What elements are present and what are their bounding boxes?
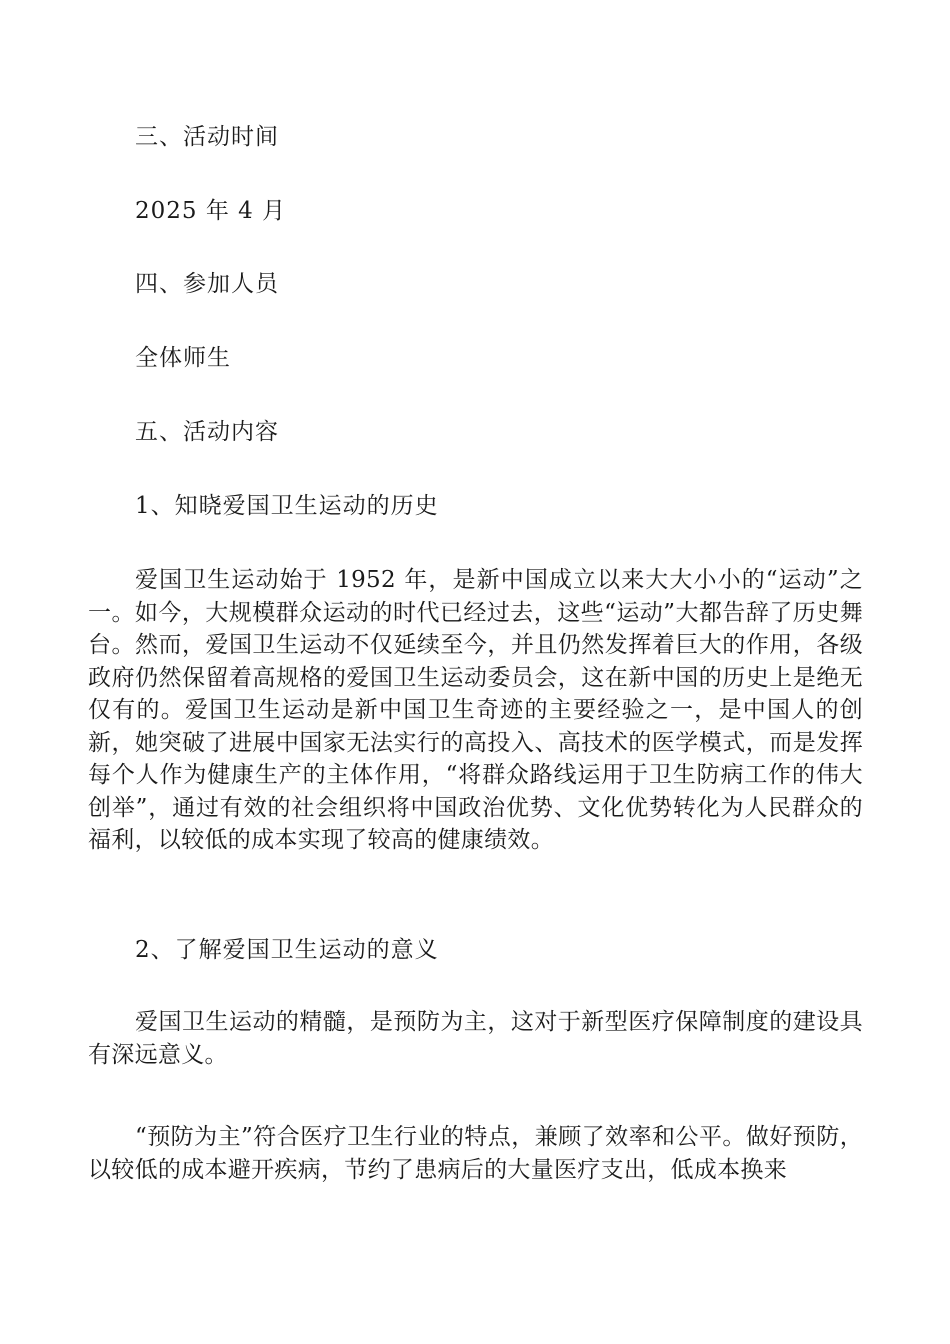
subheading-significance: 2、了解爱国卫生运动的意义 — [135, 937, 439, 963]
paragraph-significance: 爱国卫生运动的精髓，是预防为主，这对于新型医疗保障制度的建设具有深远意义。 — [88, 1009, 863, 1068]
participants-text: 全体师生 — [135, 345, 231, 371]
activity-date: 2025 年 4 月 — [135, 198, 287, 224]
section-heading-participants: 四、参加人员 — [135, 271, 279, 297]
paragraph-history: 爱国卫生运动始于 1952 年，是新中国成立以来大大小小的“运动”之一。如今，大规模群众运动的时代已经过去，这些“运动”大都告辞了历史舞台。然而，爱国卫生运动不仅延续至今，并且仍然发挥着巨大的作用，各级政府仍然保留着高规格的爱国卫生运动委员会，这在新中国的历史上是绝无仅有的。爱国卫生运动是新中国卫生奇迹的主要经验之一，是中国人的创新，她突破了进展中国家无法实行的高投入、高技术的医学模式，而是发挥每个人作为健康生产的主体作用，“将群众路线运用于卫生防病工作的伟大创举”，通过有效的社会组织将中国政治优势、文化优势转化为人民群众的福利，以较低的成本实现了较高的健康绩效。 — [88, 567, 863, 853]
section-heading-activity-content: 五、活动内容 — [135, 419, 279, 445]
paragraph-prevention: “预防为主”符合医疗卫生行业的特点，兼顾了效率和公平。做好预防，以较低的成本避开疾病，节约了患病后的大量医疗支出，低成本换来 — [88, 1124, 863, 1183]
section-heading-activity-time: 三、活动时间 — [135, 124, 279, 150]
subheading-history: 1、知晓爱国卫生运动的历史 — [135, 493, 439, 519]
